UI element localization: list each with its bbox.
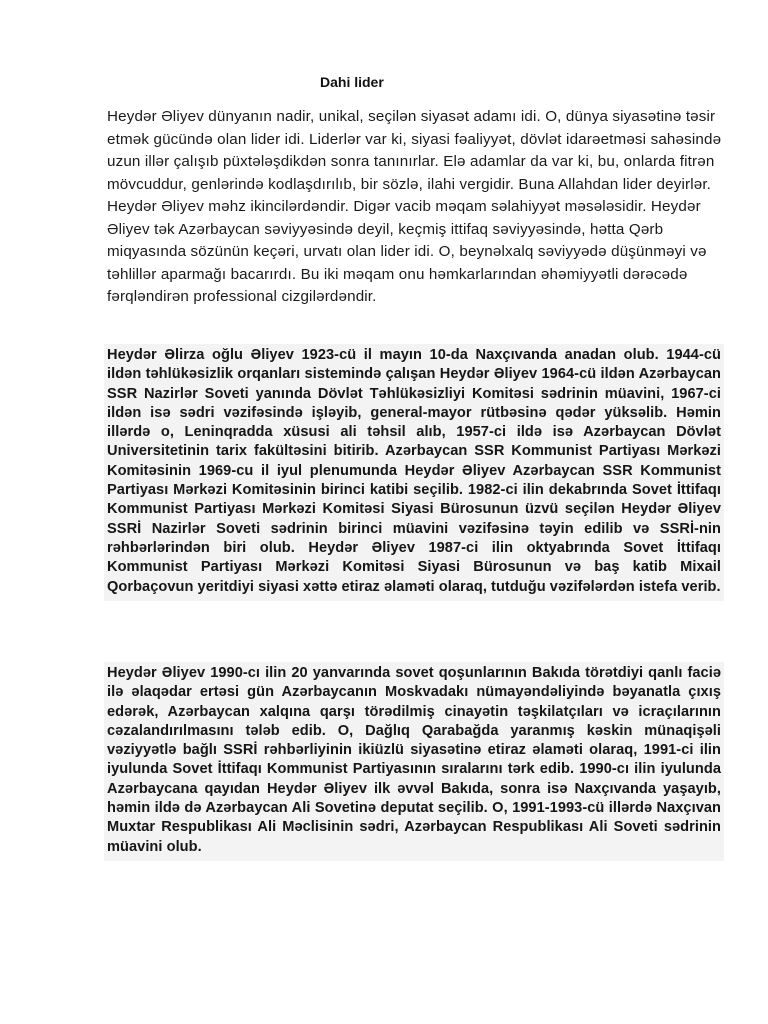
- paragraph-intro: Heydər Əliyev dünyanın nadir, unikal, seçilən siyasət adamı idi. O, dünya siyasətinə təsir etmək gücündə olan lider idi. Liderlər var ki, siyasi fəaliyyət, dövlət idarəetməsi sahəsində uzun illər çalışıb püxtələşdikdən sonra tanınırlar. Elə adamlar da var ki, bu, onlarda fitrən mövcuddur, genlərində kodlaşdırılıb, bir sözlə, ilahi vergidir. Buna Allahdan lider deyirlər. Heydər Əliyev məhz ikincilərdəndir. Digər vacib məqam səlahiyyət məsələsidir. Heydər Əliyev tək Azərbaycan səviyyəsində deyil, keçmiş ittifaq səviyyəsində, hətta Qərb miqyasında sözünün keçəri, urvatı olan lider idi. O, beynəlxalq səviyyədə düşünməyi və təhlillər aparmağı bacarırdı. Bu iki məqam onu həmkarlarından əhəmiyyətli dərəcədə fərqləndirən professional cizgilərdəndir.: [107, 108, 722, 305]
- paragraph-biography: Heydər Əlirza oğlu Əliyev 1923-cü il mayın 10-da Naxçıvanda anadan olub. 1944-cü ildən təhlükəsizlik orqanları sistemində çalışan Heydər Əliyev 1964-cü ildən Azərbaycan SSR Nazirlər Soveti yanında Dövlət Təhlükəsizliyi Komitəsi sədrinin müavini, 1967-ci ildən isə sədri vəzifəsində işləyib, general-mayor rütbəsinə qədər yüksəlib. Həmin illərdə o, Leninqradda xüsusi ali təhsil alıb, 1957-ci ildə isə Azərbaycan Dövlət Universitetinin tarix fakültəsini bitirib. Azərbaycan SSR Kommunist Partiyası Mərkəzi Komitəsinin 1969-cu il iyul plenumunda Heydər Əliyev Azərbaycan SSR Kommunist Partiyası Mərkəzi Komitəsinin birinci katibi seçilib. 1982-ci ilin dekabrında Sovet İttifaqı Kommunist Partiyası Mərkəzi Komitəsi Siyasi Bürosunun üzvü seçilən Heydər Əliyev SSRİ Nazirlər Soveti sədrinin birinci müavini vəzifəsinə təyin edilib və SSRİ-nin rəhbərlərindən biri olub. Heydər Əliyev 1987-ci ilin oktyabrında Sovet İttifaqı Kommunist Partiyası Mərkəzi Komitəsi Siyasi Bürosunun və baş katib Mixail Qorbaçovun yeritdiyi siyasi xəttə etiraz əlaməti olaraq, tutduğu vəzifələrdən istefa verib.: [107, 347, 721, 595]
- paragraph-1990s-block: [104, 662, 724, 861]
- page-title: Dahi lider: [320, 74, 384, 90]
- paragraph-1990s: Heydər Əliyev 1990-cı ilin 20 yanvarında sovet qoşunlarının Bakıda törətdiyi qanlı faciə ilə əlaqədar ertəsi gün Azərbaycanın Moskvadakı nümayəndəliyində bəyanatla çıxış edərək, Azərbaycan xalqına qarşı törədilmiş cinayətin təşkilatçıları və icraçılarının cəzalandırılmasını tələb edib. O, Dağlıq Qarabağda yaranmış kəskin münaqişəli vəziyyətlə bağlı SSRİ rəhbərliyinin ikiüzlü siyasətinə etiraz əlaməti olaraq, 1991-ci ilin iyulunda Sovet İttifaqı Kommunist Partiyasının sıralarını tərk edib. 1990-cı ilin iyulunda Azərbaycana qayıdan Heydər Əliyev ilk əvvəl Bakıda, sonra isə Naxçıvanda yaşayıb, həmin ildə də Azərbaycan Ali Sovetinə deputat seçilib. O, 1991-1993-cü illərdə Naxçıvan Muxtar Respublikası Ali Məclisinin sədri, Azərbaycan Respublikası Ali Soveti sədrinin müavini olub.: [107, 665, 721, 855]
- paragraph-biography-block: [104, 344, 724, 601]
